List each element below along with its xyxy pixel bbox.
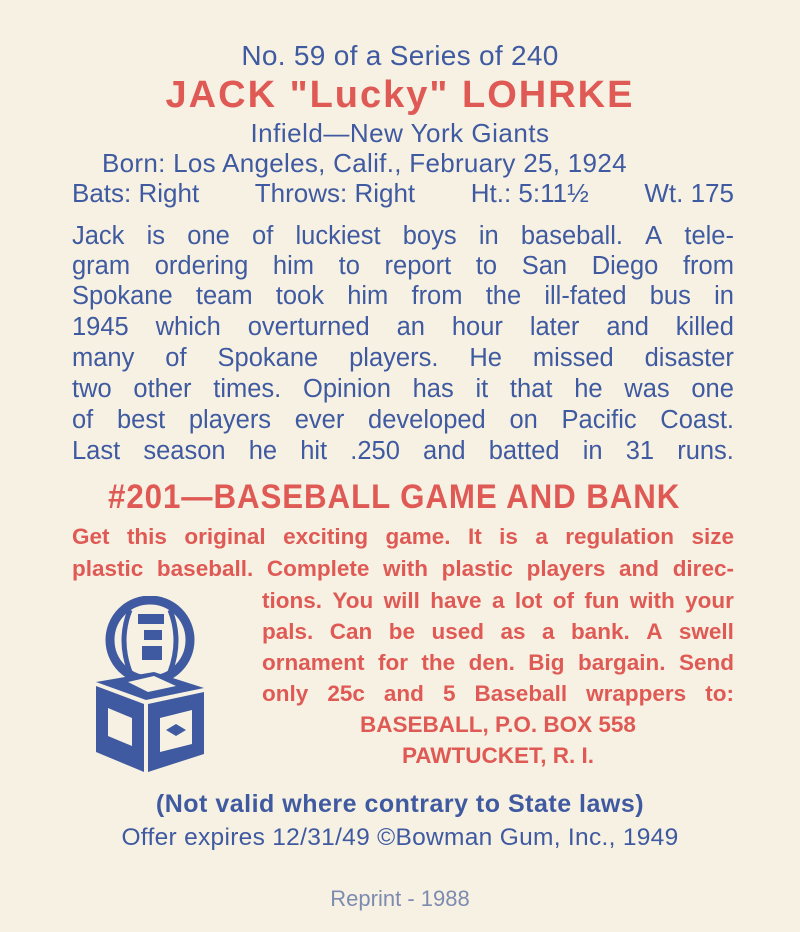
birth-info: Born: Los Angeles, Calif., February 25, 1924 [102, 148, 627, 178]
offer-line: tions. You will have a lot of fun with your [262, 588, 734, 613]
offer-line: only 25c and 5 Baseball wrappers to: [262, 681, 734, 706]
offer-expiry-copyright: Offer expires 12/31/49 ©Bowman Gum, Inc., 1949 [121, 824, 679, 851]
bio-line: Last season he hit .250 and batted in 31 runs. [72, 437, 734, 465]
baseball-game-bank-icon [88, 596, 210, 774]
offer-line: Get this original exciting game. It is a regulation size [72, 524, 734, 549]
height: Ht.: 5:11½ [470, 178, 589, 208]
bio-line: Spokane team took him from the ill-fated bus in [72, 282, 734, 310]
offer-address-2: PAWTUCKET, R. I. [401, 743, 595, 768]
offer-line: ornament for the den. Big bargain. Send [262, 650, 734, 675]
reprint-note: Reprint - 1988 [330, 886, 470, 911]
series-number: No. 59 of a Series of 240 [241, 40, 559, 71]
throws: Throws: Right [254, 178, 416, 208]
offer-line: plastic baseball. Complete with plastic players and direc- [72, 556, 734, 581]
legal-notice: (Not valid where contrary to State laws) [155, 790, 645, 818]
offer-line: pals. Can be used as a bank. A swell [262, 619, 734, 644]
bio-line: Jack is one of luckiest boys in baseball. A tele- [72, 222, 734, 250]
bats: Bats: Right [72, 178, 200, 208]
weight: Wt. 175 [644, 178, 734, 208]
bio-line: of best players ever developed on Pacific Coast. [72, 406, 734, 434]
offer-title: #201—BASEBALL GAME AND BANK [108, 478, 681, 516]
stats-line [72, 178, 734, 209]
bio-line: many of Spokane players. He missed disaster [72, 344, 734, 372]
offer-address-1: BASEBALL, P.O. BOX 558 [360, 712, 636, 737]
bio-line: 1945 which overturned an hour later and killed [72, 313, 734, 341]
position-team: Infield—New York Giants [250, 118, 550, 148]
player-name: JACK "Lucky" LOHRKE [165, 74, 635, 116]
bio-line: gram ordering him to report to San Diego from [72, 252, 734, 280]
bio-line: two other times. Opinion has it that he was one [72, 375, 734, 403]
